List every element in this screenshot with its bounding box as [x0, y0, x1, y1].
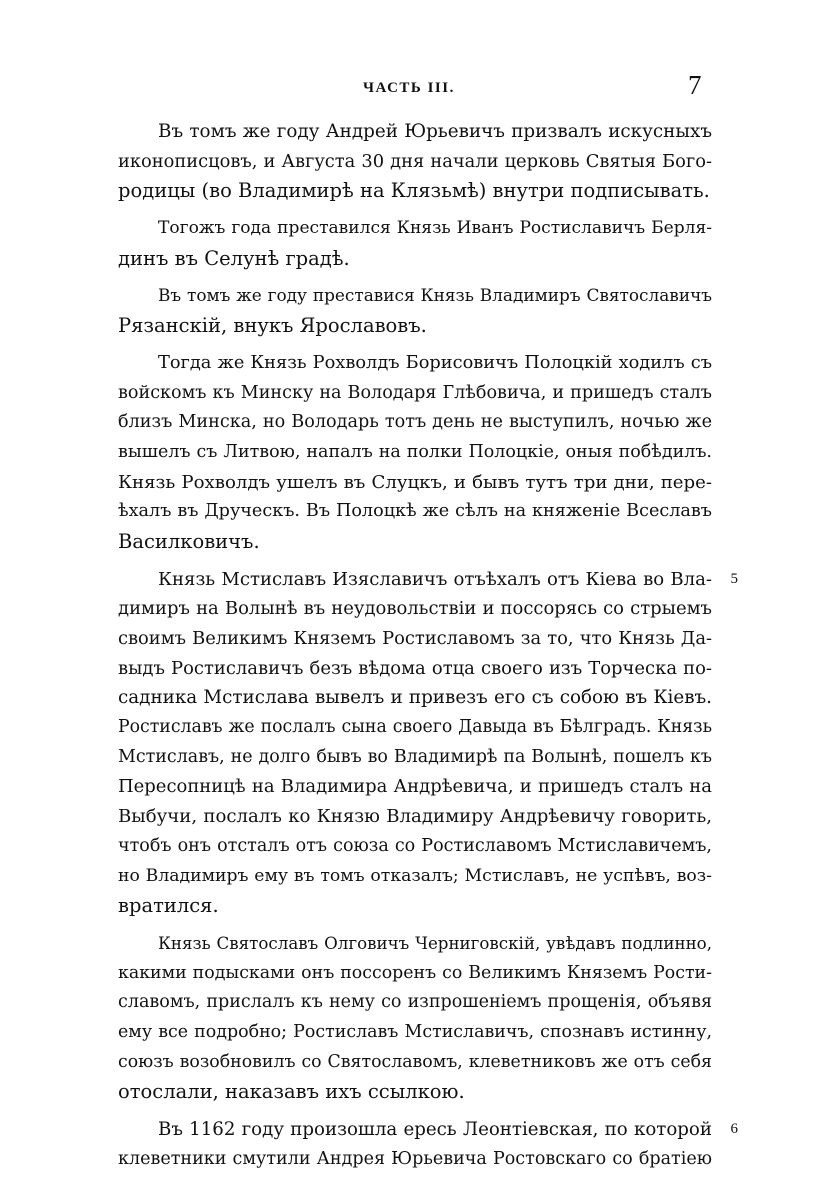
text-line: [118, 244, 712, 274]
line-text: войскомъ къ Минску на Володаря Глѣбовича, и пришедъ сталъ: [118, 382, 712, 403]
body-text: [118, 117, 738, 1182]
page-header: [0, 70, 840, 110]
paragraph: [118, 1115, 738, 1174]
text-line: [118, 311, 712, 341]
text-line: [118, 438, 712, 468]
paragraph: [118, 281, 712, 340]
text-line: [118, 891, 712, 921]
line-text: Мстиславъ, не долго бывъ во Владимирѣ па Волынѣ, пошелъ къ: [118, 746, 712, 767]
line-text: Пересопницѣ на Владимира Андрѣевича, и пришедъ сталъ на: [118, 776, 712, 798]
line-text: Василковичъ.: [118, 529, 260, 553]
text-line: [118, 624, 712, 654]
text-line: [118, 214, 712, 244]
text-line: [118, 468, 712, 498]
line-text: Рязанскій, внукъ Ярославовъ.: [118, 314, 427, 338]
line-text: Въ томъ же году преставися Князь Владимиръ Святославичъ: [158, 285, 712, 306]
text-line: [118, 802, 712, 832]
text-line: [118, 147, 712, 177]
text-line: [118, 929, 712, 959]
text-line: [118, 565, 738, 595]
line-text: ему все подробно; Ростиславъ Мстиславичъ, спознавъ истинну,: [118, 1021, 712, 1042]
text-line: [118, 527, 712, 557]
text-line: [118, 1018, 712, 1048]
text-line: [118, 379, 712, 409]
line-text: выдъ Ростиславичъ безъ вѣдома отца своего изъ Торческа по-: [118, 657, 712, 679]
line-text: Князь Святославъ Олговичъ Черниговскій, увѣдавъ подлинно,: [158, 933, 712, 953]
text-line: [118, 959, 712, 989]
line-text: Тогожъ года преставился Князь Иванъ Ростиславичъ Берля-: [158, 218, 712, 239]
paragraph: [118, 565, 738, 921]
line-text: динъ въ Селунѣ градѣ.: [118, 246, 350, 270]
line-text: вратился.: [118, 894, 219, 918]
text-line: [118, 772, 712, 802]
line-text: родицы (во Владимирѣ на Клязьмѣ) внутри подписывать.: [118, 179, 710, 203]
line-text: Ростиславъ же послалъ сына своего Давыда въ Бѣлградъ. Князь: [118, 717, 712, 738]
line-text: вышелъ съ Литвою, напалъ на полки Полоцкіе, оныя побѣдилъ.: [118, 441, 712, 462]
line-text: Въ 1162 году произошла ересь Леонтіевская, по которой: [158, 1119, 712, 1140]
margin-number: 5: [730, 570, 738, 587]
paragraph: [118, 349, 712, 557]
line-text: Въ томъ же году Андрей Юрьевичъ призвалъ искусныхъ: [158, 121, 712, 142]
line-text: Князь Мстиславъ Изяславичъ отъѣхалъ отъ Кіева во Вла-: [158, 568, 712, 590]
line-text: союзъ возобновилъ со Святославомъ, клеветниковъ же отъ себя: [118, 1051, 712, 1072]
text-line: [118, 713, 712, 743]
line-text: иконописцовъ, и Августа 30 дня начали церковь Святыя Бого-: [118, 150, 712, 172]
text-line: [118, 1077, 712, 1107]
page-number: 7: [688, 70, 702, 100]
text-line: [118, 862, 712, 892]
text-line: [118, 594, 712, 624]
line-text: димиръ на Волынѣ въ неудовольствіи и поссорясь со стрыемъ: [118, 598, 712, 620]
line-text: отослали, наказавъ ихъ ссылкою.: [118, 1080, 465, 1104]
text-line: [118, 1048, 712, 1078]
line-text: ѣхалъ въ Друческъ. Въ Полоцкѣ же сѣлъ на княженіе Всеславъ: [118, 501, 712, 522]
text-line: [118, 408, 712, 438]
line-text: Выбучи, послалъ ко Князю Владимиру Андрѣевичу говорить,: [118, 806, 712, 828]
line-text: клеветники смутили Андрея Юрьевича Ростовскаго со братіею: [118, 1148, 712, 1169]
line-text: славомъ, прислалъ къ нему со изпрошеніемъ прощенія, объявя: [118, 992, 712, 1013]
line-text: чтобъ онъ отсталъ отъ союза со Ростиславомъ Мстиславичемъ,: [118, 835, 712, 856]
margin-number: 6: [730, 1121, 738, 1137]
text-line: [118, 497, 712, 527]
text-line: [118, 832, 712, 862]
text-line: [118, 1145, 712, 1175]
text-line: [118, 683, 712, 713]
text-line: [118, 988, 712, 1018]
line-text: какими подысками онъ поссоренъ со Великимъ Княземъ Рости-: [118, 962, 712, 983]
text-line: [118, 176, 712, 206]
text-line: [118, 117, 712, 147]
line-text: Тогда же Князь Рохволдъ Борисовичъ Полоцкій ходилъ съ: [158, 352, 712, 373]
paragraph: [118, 214, 712, 273]
paragraph: [118, 117, 712, 206]
line-text: Князь Рохволдъ ушелъ въ Слуцкъ, и бывъ тутъ три дни, пере-: [118, 471, 712, 493]
line-text: но Владимиръ ему въ томъ отказалъ; Мстиславъ, не успѣвъ, воз-: [118, 865, 712, 886]
line-text: садника Мстислава вывелъ и привезъ его съ собою въ Кіевъ.: [118, 687, 712, 709]
paragraph: [118, 929, 712, 1107]
text-line: [118, 743, 712, 773]
text-line: [118, 1115, 738, 1145]
line-text: близъ Минска, но Володарь тотъ день не выступилъ, ночью же: [118, 412, 712, 433]
text-line: [118, 654, 712, 684]
text-line: [118, 349, 712, 379]
line-text: своимъ Великимъ Княземъ Ростиславомъ за то, что Князь Да-: [118, 628, 712, 649]
running-head: ЧАСТЬ III.: [363, 80, 455, 96]
text-line: [118, 281, 712, 311]
